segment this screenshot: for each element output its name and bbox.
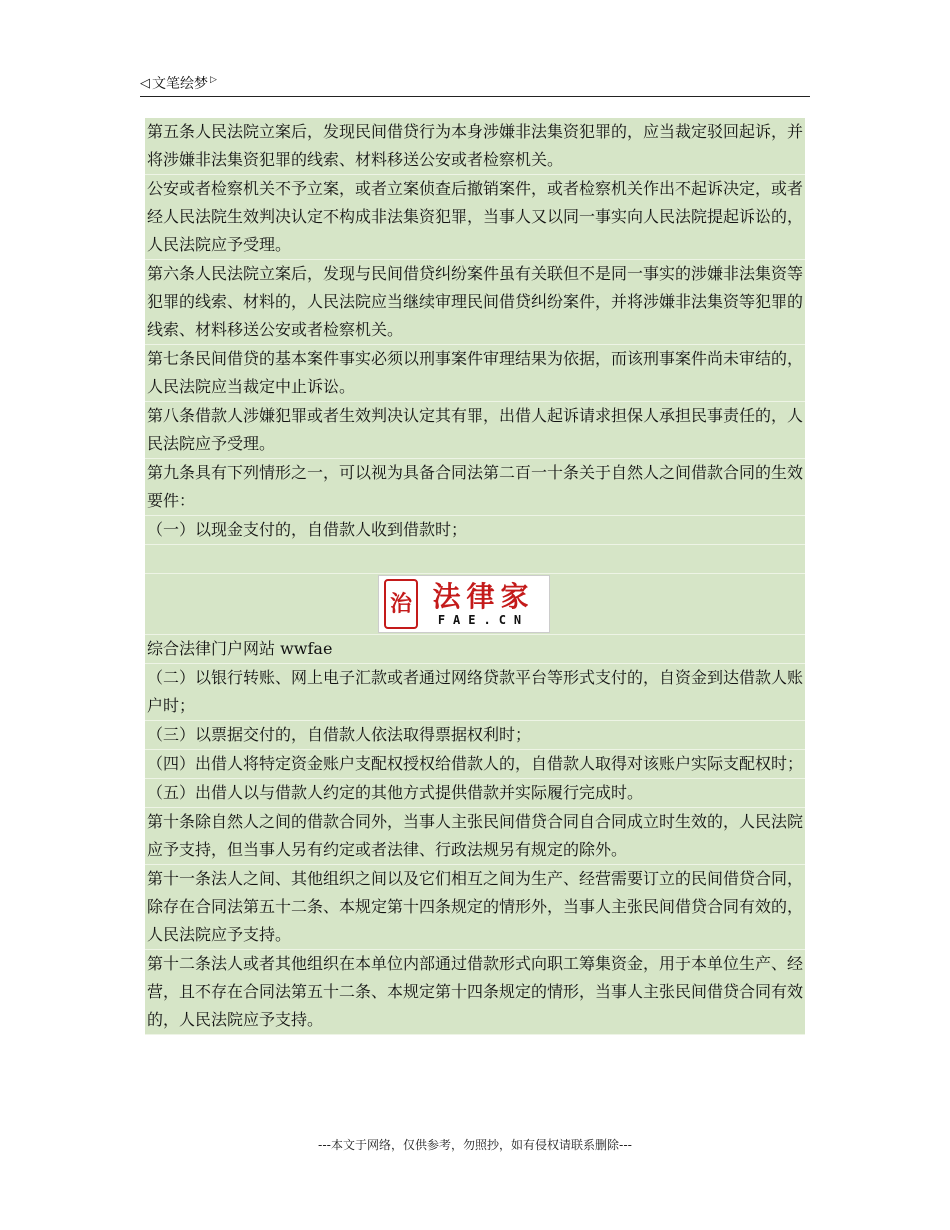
page-header <box>140 70 810 97</box>
article-8: 第八条借款人涉嫌犯罪或者生效判决认定其有罪，出借人起诉请求担保人承担民事责任的，人民法院应予受理。 <box>145 402 805 459</box>
fae-logo <box>378 575 550 633</box>
blank-row <box>145 545 805 574</box>
article-5-part-2: 公安或者检察机关不予立案，或者立案侦查后撤销案件，或者检察机关作出不起诉决定，或者经人民法院生效判决认定不构成非法集资犯罪，当事人又以同一事实向人民法院提起诉讼的，人民法院应予受理。 <box>145 175 805 260</box>
document-body <box>145 118 805 1035</box>
article-9-item-5: （五）出借人以与借款人约定的其他方式提供借款并实际履行完成时。 <box>145 779 805 808</box>
page-footer: ---本文于网络，仅供参考，勿照抄，如有侵权请联系删除--- <box>318 1138 632 1152</box>
article-5-part-1: 第五条人民法院立案后，发现民间借贷行为本身涉嫌非法集资犯罪的，应当裁定驳回起诉，并将涉嫌非法集资犯罪的线索、材料移送公安或者检察机关。 <box>145 118 805 175</box>
article-9-item-4: （四）出借人将特定资金账户支配权授权给借款人的，自借款人取得对该账户实际支配权时； <box>145 750 805 779</box>
logo-name-en: FAE.CN <box>437 613 530 627</box>
left-triangle-icon: ◁ <box>140 75 150 91</box>
article-6: 第六条人民法院立案后，发现与民间借贷纠纷案件虽有关联但不是同一事实的涉嫌非法集资等犯罪的线索、材料的，人民法院应当继续审理民间借贷纠纷案件，并将涉嫌非法集资等犯罪的线索、材料移送公安或者检察机关。 <box>145 260 805 345</box>
right-triangle-icon: ▷ <box>210 74 217 85</box>
article-12: 第十二条法人或者其他组织在本单位内部通过借款形式向职工筹集资金，用于本单位生产、经营，且不存在合同法第五十二条、本规定第十四条规定的情形，当事人主张民间借贷合同有效的，人民法院应予支持。 <box>145 950 805 1035</box>
article-11: 第十一条法人之间、其他组织之间以及它们相互之间为生产、经营需要订立的民间借贷合同，除存在合同法第五十二条、本规定第十四条规定的情形外，当事人主张民间借贷合同有效的，人民法院应予支持。 <box>145 865 805 950</box>
article-7: 第七条民间借贷的基本案件事实必须以刑事案件审理结果为依据，而该刑事案件尚未审结的，人民法院应当裁定中止诉讼。 <box>145 345 805 402</box>
article-9: 第九条具有下列情形之一，可以视为具备合同法第二百一十条关于自然人之间借款合同的生效要件： <box>145 459 805 516</box>
portal-line: 综合法律门户网站 wwfae <box>145 635 805 664</box>
article-9-item-1: （一）以现金支付的，自借款人收到借款时； <box>145 516 805 545</box>
header-title: 文笔绘梦 <box>152 76 208 92</box>
seal-icon: 治 <box>384 579 418 629</box>
logo-text <box>418 581 549 627</box>
logo-row <box>145 574 805 635</box>
article-10: 第十条除自然人之间的借款合同外，当事人主张民间借贷合同自合同成立时生效的，人民法院应予支持，但当事人另有约定或者法律、行政法规另有规定的除外。 <box>145 808 805 865</box>
article-9-item-3: （三）以票据交付的，自借款人依法取得票据权利时； <box>145 721 805 750</box>
logo-name-cn: 法律家 <box>432 580 535 613</box>
article-9-item-2: （二）以银行转账、网上电子汇款或者通过网络贷款平台等形式支付的，自资金到达借款人账户时； <box>145 664 805 721</box>
